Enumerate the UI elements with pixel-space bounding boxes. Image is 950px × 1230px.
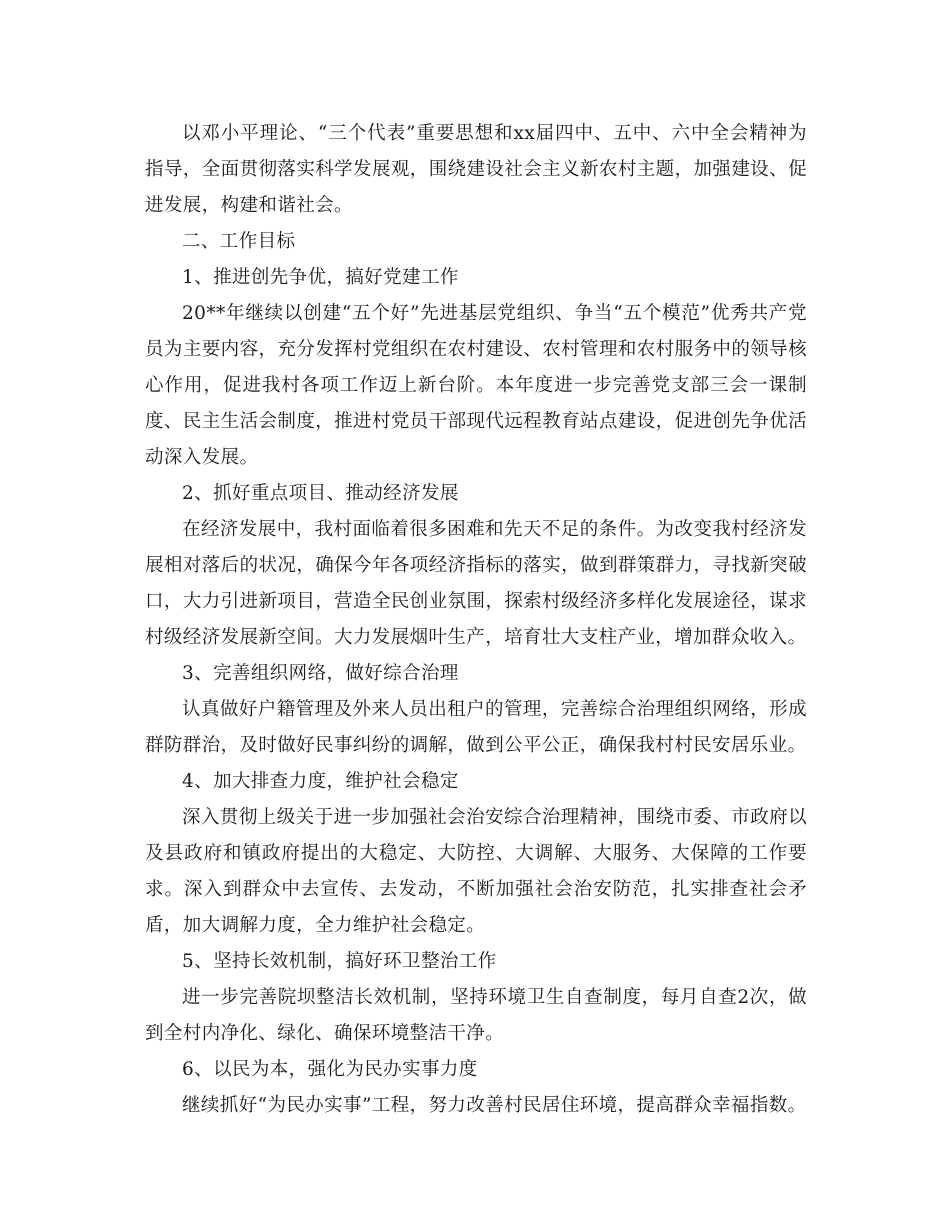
paragraph-party-building: 20**年继续以创建“五个好”先进基层党组织、争当“五个模范”优秀共产党员为主要内容，充分发挥村党组织在农村建设、农村管理和农村服务中的领导核心作用，促进我村各项工作迈上新台阶。本年度进一步完善党支部三会一课制度、民主生活会制度，推进村党员干部现代远程教育站点建设，促进创先争优活动深入发展。: [145, 303, 807, 468]
subheading-people-first: 6、以民为本，强化为民办实事力度: [182, 1059, 478, 1080]
subheading-sanitation: 5、坚持长效机制，搞好环卫整治工作: [182, 951, 497, 972]
document-body: [145, 116, 807, 1124]
subheading-comprehensive-governance: 3、完善组织网络，做好综合治理: [182, 663, 459, 684]
paragraph-sanitation: 进一步完善院坝整洁长效机制，坚持环境卫生自查制度，每月自查2次，做到全村内净化、绿化、确保环境整洁干净。: [145, 987, 807, 1044]
paragraph-comprehensive-governance: 认真做好户籍管理及外来人员出租户的管理，完善综合治理组织网络，形成群防群治，及时做好民事纠纷的调解，做到公平公正，确保我村村民安居乐业。: [145, 699, 807, 756]
paragraph-social-stability: 深入贯彻上级关于进一步加强社会治安综合治理精神，围绕市委、市政府以及县政府和镇政府提出的大稳定、大防控、大调解、大服务、大保障的工作要求。深入到群众中去宣传、去发动，不断加强社会治安防范，扎实排查社会矛盾，加大调解力度，全力维护社会稳定。: [145, 807, 807, 936]
paragraph-economic-development: 在经济发展中，我村面临着很多困难和先天不足的条件。为改变我村经济发展相对落后的状况，确保今年各项经济指标的落实，做到群策群力，寻找新突破口，大力引进新项目，营造全民创业氛围，探索村级经济多样化发展途径，谋求村级经济发展新空间。大力发展烟叶生产，培育壮大支柱产业，增加群众收入。: [145, 519, 807, 648]
subheading-economic-development: 2、抓好重点项目、推动经济发展: [182, 483, 459, 504]
paragraph-guiding-ideology: 以邓小平理论、“三个代表”重要思想和xx届四中、五中、六中全会精神为指导，全面贯彻落实科学发展观，围绕建设社会主义新农村主题，加强建设、促进发展，构建和谐社会。: [145, 123, 807, 216]
subheading-party-building: 1、推进创先争优，搞好党建工作: [182, 267, 459, 288]
subheading-social-stability: 4、加大排查力度，维护社会稳定: [182, 771, 459, 792]
paragraph-people-first: 继续抓好“为民办实事”工程，努力改善村民居住环境，提高群众幸福指数。: [182, 1095, 807, 1116]
section-heading-work-goals: 二、工作目标: [182, 231, 296, 252]
